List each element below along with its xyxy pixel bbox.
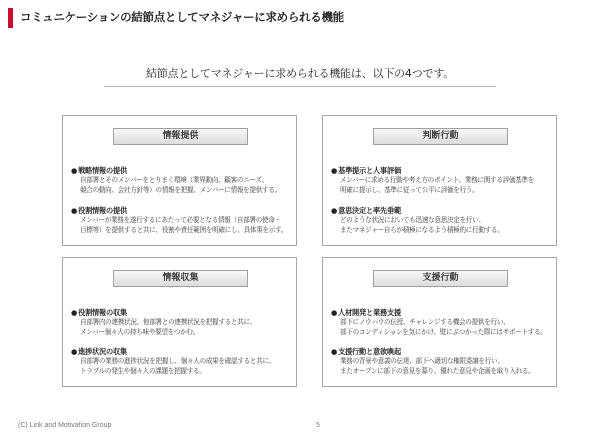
item-body-line: 目標等）を提供すると共に、役割や責任範囲を明確にし、具体策を示す。 xyxy=(80,225,288,234)
bullet-icon: ● xyxy=(331,166,338,175)
list-item xyxy=(331,206,550,235)
list-item xyxy=(71,308,290,337)
item-heading-text: 意思決定と率先垂範 xyxy=(338,206,401,215)
list-item xyxy=(331,308,550,337)
item-heading-text: 役割情報の収集 xyxy=(78,308,127,317)
box-label: 支援行動 xyxy=(373,270,508,287)
box-label: 情報提供 xyxy=(113,128,248,145)
bullet-icon: ● xyxy=(71,347,78,356)
item-body-line: 業務の背景や意義の伝達、部下へ適切な権限委譲を行い、 xyxy=(340,357,504,365)
slide-title: コミュニケーションの結節点としてマネジャーに求められる機能 xyxy=(20,10,344,24)
item-heading-text: 役割情報の提供 xyxy=(78,206,127,215)
page-number: 5 xyxy=(316,422,320,429)
item-body-line: 部下のコンディションを気にかけ、壁にぶつかった際にはサポートする。 xyxy=(340,327,547,336)
list-item xyxy=(71,206,290,235)
item-body-line: メンバーが業務を遂行するにあたって必要となる情報（自部署の使命・ xyxy=(80,216,281,224)
item-body-line: またマネジャー自らが積極になるよう積極的に行動する。 xyxy=(340,225,504,234)
bullet-icon: ● xyxy=(331,308,338,317)
item-heading xyxy=(331,206,550,216)
function-box-support xyxy=(322,257,557,387)
box-label: 情報収集 xyxy=(113,270,248,287)
item-heading xyxy=(331,308,550,318)
item-heading xyxy=(71,347,290,357)
item-heading-text: 進捗状況の収集 xyxy=(78,347,127,356)
list-item xyxy=(71,347,290,376)
list-item xyxy=(331,347,550,376)
bullet-icon: ● xyxy=(331,206,338,215)
item-heading-text: 基準提示と人事評価 xyxy=(338,166,401,175)
item-body-line: 自部署とそのメンバーをとりまく環境（業界動向、顧客のニーズ、 xyxy=(80,176,269,184)
item-body-line: 競合の動向、会社方針等）の情報を把握、メンバーに情報を提供する。 xyxy=(80,185,281,194)
bullet-icon: ● xyxy=(71,206,78,215)
bullet-icon: ● xyxy=(331,347,338,356)
item-heading-text: 支援行動と意欲喚起 xyxy=(338,347,401,356)
slide-subtitle: 結節点としてマネジャーに求められる機能は、以下の4つです。 xyxy=(104,65,496,87)
bullet-icon: ● xyxy=(71,166,78,175)
item-heading-text: 人材開発と業務支援 xyxy=(338,308,401,317)
item-body-line: 明確に提示し、基準に従って公平に評価を行う。 xyxy=(340,185,479,194)
list-item xyxy=(331,166,550,195)
function-box-info-provision xyxy=(62,115,297,246)
function-box-judgment xyxy=(322,115,557,246)
item-body-line: どのような状況においても迅速な意思決定を行い、 xyxy=(340,216,485,224)
item-body-line: またオープンに部下の意見を募り、優れた意見や企画を取り入れる。 xyxy=(340,366,535,375)
item-heading xyxy=(331,347,550,357)
function-box-info-collection xyxy=(62,257,297,387)
item-heading xyxy=(71,308,290,318)
item-body-line: 自部署の業務の進捗状況を把握し、個々人の成果を確認すると共に、 xyxy=(80,357,276,365)
item-body-line: 部下にノウハウの伝授、チャレンジする機会の提供を行い、 xyxy=(340,318,510,326)
footer-copyright: (C) Link and Motivation Group xyxy=(18,422,112,429)
item-heading xyxy=(71,166,290,176)
item-body-line: 自部署内の連携状況、他部署との連携状況を把握すると共に、 xyxy=(80,318,257,326)
box-label: 判断行動 xyxy=(373,128,508,145)
bullet-icon: ● xyxy=(71,308,78,317)
item-heading xyxy=(331,166,550,176)
list-item xyxy=(71,166,290,195)
item-body-line: メンバーに求める行動や考え方のポイント、業務に関する評価基準を xyxy=(340,176,535,184)
title-accent-bar xyxy=(8,8,13,28)
item-heading xyxy=(71,206,290,216)
item-heading-text: 戦略情報の提供 xyxy=(78,166,127,175)
item-body-line: トラブルの発生や個々人の課題を把握する。 xyxy=(80,366,206,375)
item-body-line: メンバー個々人の持ち味や要望をつかむ。 xyxy=(80,327,200,336)
